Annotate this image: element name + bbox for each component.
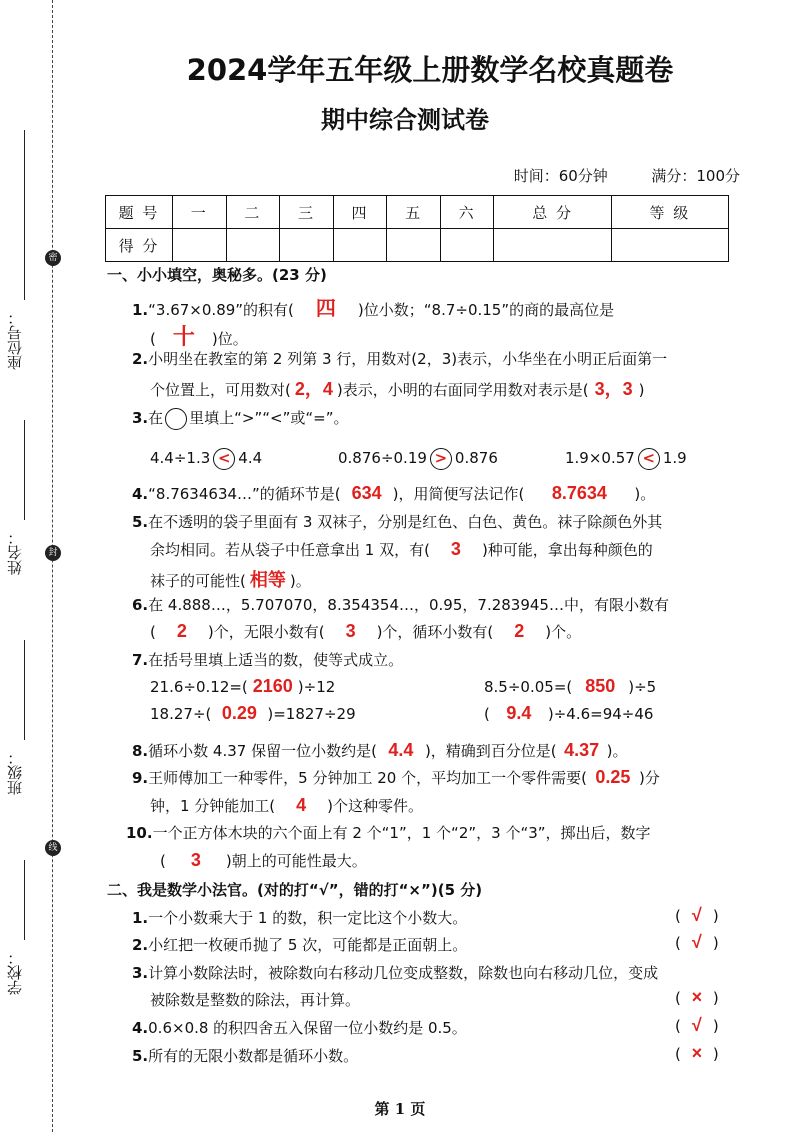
q8-number: 8. [132, 742, 149, 760]
school-label: 学校： [6, 950, 24, 995]
q2-text-d: ) [638, 381, 645, 399]
q9-text-a: 王师傅加工一种零件，5 分钟加工 20 个，平均加工一个零件需要( [148, 769, 587, 787]
q1-text-b: )位小数；“8.7÷0.15”的商的最高位是 [357, 301, 615, 319]
q3-item-2 [338, 448, 498, 470]
q3-item-1-left: 4.4÷1.3 [150, 449, 211, 467]
q6-text-b: ( [150, 623, 156, 641]
score-input-cell[interactable] [280, 229, 334, 262]
q1-line2 [150, 320, 248, 351]
judge-item-2 [132, 934, 467, 955]
score-table-header-row [106, 196, 729, 229]
judge-item-4-mark: √ [691, 1015, 702, 1035]
judge-item-3-bracket: ( × ) [675, 987, 719, 1007]
q7-eq-2-a: 8.5÷0.05=( [484, 678, 573, 696]
judge-item-2-bracket: ( √ ) [675, 932, 719, 952]
q6-text-c: )个，无限小数有( [207, 623, 325, 641]
q9-line1 [132, 767, 660, 788]
q7-eq-3-answer: 0.29 [221, 703, 257, 723]
q7-number: 7. [132, 651, 149, 669]
judge-item-1-mark: √ [691, 905, 702, 925]
q4-answer-2: 8.7634 [551, 483, 607, 503]
q2-text-b: 个位置上，可用数对( [150, 381, 291, 399]
score-input-cell[interactable] [611, 229, 728, 262]
q10-text-b: ( [160, 852, 166, 870]
q10-line1 [126, 822, 651, 843]
q8-text-a: 循环小数 4.37 保留一位小数约是( [148, 742, 377, 760]
judge-item-3-cont [150, 989, 360, 1010]
q3-item-3-left: 1.9×0.57 [565, 449, 635, 467]
table-cell: 二 [226, 196, 280, 229]
q9-text-d: )个这种零件。 [327, 797, 424, 815]
judge-item-3-text2: 被除数是整数的除法，再计算。 [150, 991, 361, 1009]
q3-item-1-right: 4.4 [238, 449, 263, 467]
judge-item-5-bracket: ( × ) [675, 1043, 719, 1063]
q5-answer-1: 3 [450, 539, 461, 559]
q3-item-3 [565, 448, 687, 470]
q7-eq-1-a: 21.6÷0.12=( [150, 678, 248, 696]
q3-item-2-left: 0.876÷0.19 [338, 449, 427, 467]
q9-answer-2: 4 [296, 795, 307, 815]
q1-text-d: )位。 [211, 330, 248, 348]
table-cell: 等 级 [611, 196, 728, 229]
q3-item-1-answer: < [213, 448, 235, 470]
section1-title: 一、小小填空，奥秘多。(23 分) [107, 266, 327, 284]
q7-eq-3 [150, 703, 356, 724]
q7-eq-1 [150, 676, 335, 697]
score-input-cell[interactable] [387, 229, 441, 262]
table-cell: 总 分 [494, 196, 611, 229]
q5-line2 [150, 539, 653, 560]
q3-item-1 [150, 448, 262, 470]
q2-number: 2. [132, 350, 149, 368]
page-number: 第 1 页 [374, 1100, 426, 1118]
q4-line1 [132, 483, 655, 504]
table-cell: 题 号 [106, 196, 173, 229]
judge-item-5-mark: × [691, 1043, 703, 1063]
q8-text-b: )，精确到百分位是( [424, 742, 557, 760]
q6-line1 [132, 594, 669, 615]
table-cell: 得 分 [106, 229, 173, 262]
q10-text-a: 一个正方体木块的六个面上有 2 个“1”，1 个“2”，3 个“3”，掷出后，数字 [152, 824, 651, 842]
q3-item-3-answer: < [638, 448, 660, 470]
q2-line2 [150, 375, 644, 401]
q4-text-b: )，用简便写法记作( [392, 485, 525, 503]
seal-mi: 密 [45, 250, 61, 266]
judge-item-1-number: 1. [132, 909, 149, 927]
section2-title: 二、我是数学小法官。(对的打“√”，错的打“×”)(5 分) [107, 881, 483, 899]
judge-item-5-text: 所有的无限小数都是循环小数。 [148, 1047, 359, 1065]
score-input-cell[interactable] [494, 229, 611, 262]
class-line [24, 640, 25, 740]
q3-item-3-right: 1.9 [662, 449, 687, 467]
q10-answer-1: 3 [190, 850, 201, 870]
score-table [105, 195, 729, 262]
q2-text-a: 小明坐在教室的第 2 列第 3 行，用数对(2，3)表示，小华坐在小明正后面第一 [148, 350, 668, 368]
q7-eq-4 [484, 703, 653, 724]
q4-text-c: )。 [634, 485, 656, 503]
q6-text-e: )个。 [545, 623, 582, 641]
q8-line1 [132, 740, 628, 761]
q6-answer-1: 2 [176, 621, 187, 641]
seal-xian: 线 [45, 840, 61, 856]
q4-text-a: “8.7634634…”的循环节是( [148, 485, 341, 503]
q7-eq-4-answer: 9.4 [506, 703, 532, 723]
q7-eq-1-answer: 2160 [252, 676, 293, 696]
judge-item-2-number: 2. [132, 936, 149, 954]
q1-number: 1. [132, 301, 149, 319]
judge-item-1-text: 一个小数乘大于 1 的数，积一定比这个小数大。 [148, 909, 468, 927]
q7-eq-2-b: )÷5 [628, 678, 657, 696]
judge-item-3 [132, 962, 658, 983]
judge-item-4-text: 0.6×0.8 的积四舍五入保留一位小数约是 0.5。 [148, 1019, 467, 1037]
seat-number-line [24, 130, 25, 300]
q2-answer-2: 3，3 [594, 379, 633, 399]
q2-line1 [132, 348, 667, 369]
name-line [24, 420, 25, 520]
name-label: 姓名： [6, 530, 24, 575]
q6-line2 [150, 621, 581, 642]
table-cell: 一 [173, 196, 227, 229]
exam-title: 2024学年五年级上册数学名校真题卷 [186, 53, 674, 87]
q7-text-a: 在括号里填上适当的数，使等式成立。 [148, 651, 404, 669]
q5-text-b: 余均相同。若从袋子中任意拿出 1 双，有( [150, 541, 430, 559]
class-label: 班级： [6, 750, 24, 795]
q7-eq-2 [484, 676, 656, 697]
school-line [24, 860, 25, 940]
judge-item-4-number: 4. [132, 1019, 149, 1037]
judge-item-5-number: 5. [132, 1047, 149, 1065]
judge-item-1 [132, 907, 467, 928]
q8-answer-1: 4.4 [388, 740, 414, 760]
q1-answer-2: 十 [172, 324, 195, 349]
table-cell: 六 [440, 196, 494, 229]
q4-answer-1: 634 [351, 483, 382, 503]
q9-text-c: 钟，1 分钟能加工( [150, 797, 276, 815]
score-input-cell[interactable] [173, 229, 227, 262]
blank-circle-icon [165, 408, 187, 430]
q9-number: 9. [132, 769, 149, 787]
judge-item-5 [132, 1045, 358, 1066]
q8-answer-2: 4.37 [564, 740, 600, 760]
exam-time-info [514, 165, 740, 186]
q7-eq-1-b: )÷12 [297, 678, 336, 696]
score-input-cell[interactable] [440, 229, 494, 262]
q7-eq-3-a: 18.27÷( [150, 705, 212, 723]
q7-eq-3-b: )=1827÷29 [267, 705, 356, 723]
q6-answer-3: 2 [514, 621, 525, 641]
q3-line1 [132, 407, 349, 430]
q8-text-c: )。 [606, 742, 628, 760]
q5-line1 [132, 511, 662, 532]
q6-text-d: )个，循环小数有( [376, 623, 494, 641]
seal-feng: 封 [45, 545, 61, 561]
q4-number: 4. [132, 485, 149, 503]
q1-line1 [132, 292, 614, 321]
q6-answer-2: 3 [345, 621, 356, 641]
q7-eq-4-a: ( [484, 705, 490, 723]
q5-line3 [150, 566, 311, 592]
q3-number: 3. [132, 409, 149, 427]
q5-text-c: )种可能，拿出每种颜色的 [481, 541, 653, 559]
q7-line1 [132, 649, 403, 670]
score-input-cell[interactable] [333, 229, 387, 262]
binding-dashed-line [52, 0, 53, 1132]
q5-answer-2: 相等 [249, 570, 286, 590]
table-cell: 三 [280, 196, 334, 229]
q1-text-c: ( [150, 330, 156, 348]
q10-text-c: )朝上的可能性最大。 [225, 852, 367, 870]
q5-number: 5. [132, 513, 149, 531]
score-table-score-row [106, 229, 729, 262]
judge-item-3-text: 计算小数除法时，被除数向右移动几位变成整数，除数也向右移动几位，变成 [148, 964, 659, 982]
q9-answer-1: 0.25 [595, 767, 631, 787]
judge-item-1-bracket: ( √ ) [675, 905, 719, 925]
table-cell: 四 [333, 196, 387, 229]
judge-item-2-mark: √ [691, 932, 702, 952]
q10-number: 10. [126, 824, 153, 842]
judge-item-4-bracket: ( √ ) [675, 1015, 719, 1035]
q6-text-a: 在 4.888…，5.707070，8.354354…，0.95，7.283945…中，有限小数有 [148, 596, 669, 614]
q7-eq-4-b: )÷4.6=94÷46 [547, 705, 654, 723]
judge-item-3-number: 3. [132, 964, 149, 982]
exam-subtitle: 期中综合测试卷 [321, 106, 489, 134]
q9-text-b: )分 [638, 769, 660, 787]
q6-number: 6. [132, 596, 149, 614]
q3-item-2-right: 0.876 [454, 449, 498, 467]
q2-text-c: )表示，小明的右面同学用数对表示是( [336, 381, 589, 399]
judge-item-2-text: 小红把一枚硬币抛了 5 次，可能都是正面朝上。 [148, 936, 468, 954]
score-input-cell[interactable] [226, 229, 280, 262]
q1-text-a: “3.67×0.89”的积有( [148, 301, 294, 319]
q2-answer-1: 2，4 [294, 379, 333, 399]
q3-item-2-answer: > [430, 448, 452, 470]
exam-time: 时间：60分钟 [513, 167, 608, 185]
q10-line2 [160, 850, 367, 871]
full-score: 满分：100分 [651, 167, 740, 185]
judge-item-4 [132, 1017, 467, 1038]
q5-text-d: 袜子的可能性( [150, 572, 246, 590]
q5-text-e: )。 [289, 572, 311, 590]
q3-text-b: 里填上“>”“<”或“=”。 [189, 409, 349, 427]
judge-item-3-mark: × [691, 987, 703, 1007]
q3-text-a: 在 [148, 409, 164, 427]
q5-text-a: 在不透明的袋子里面有 3 双袜子，分别是红色、白色、黄色。袜子除颜色外其 [148, 513, 663, 531]
q7-eq-2-answer: 850 [585, 676, 616, 696]
q9-line2 [150, 795, 423, 816]
seat-number-label: 座位号： [6, 310, 24, 370]
table-cell: 五 [387, 196, 441, 229]
q1-answer-1: 四 [315, 298, 336, 320]
